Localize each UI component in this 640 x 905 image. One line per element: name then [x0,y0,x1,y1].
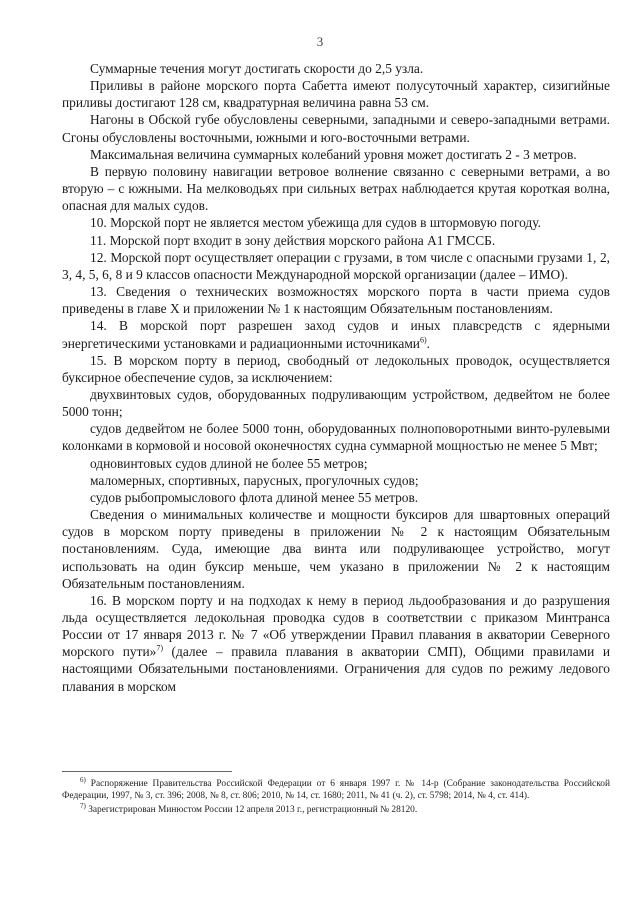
footnote-reference: 7) [156,643,163,653]
paragraph-text-continued: (далее – правила плавания в акватории СМП), Общими правилами и настоящими Обязательными постановлениями. Ограничения для судов по режиму ледового плавания в морском [62,644,611,694]
paragraph: 13. Сведения о технических возможностях морского порта в части приема судов приведены в главе X и приложении № 1 к настоящим Обязательным постановлениям. [62,284,610,317]
paragraph: 12. Морской порт осуществляет операции с грузами, в том числе с опасными грузами 1, 2, 3, 4, 5, 6, 8 и 9 классов опасности Международной морской организации (далее – ИМО). [62,249,610,282]
footnote-reference: 6) [419,335,427,345]
paragraph: Максимальная величина суммарных колебаний уровня может достигать 2 - 3 метров. [90,146,577,162]
paragraph-with-footnote: 14. В морской порт разрешен заход судов и иных плавсредств с ядерными энергетическими установками и радиационными источниками$^{6)}$. [62,318,610,351]
paragraph-with-footnote [62,592,610,695]
footnote [62,801,610,816]
paragraph: Нагоны в Обской губе обусловлены северными, западными и северо-западными ветрами. Сгоны обусловлены восточными, южными и юго-восточными ветрами. [62,112,610,145]
paragraph: В первую половину навигации ветровое волнение связанно с северными ветрами, а во вторую – с южными. На мелководьях при сильных ветрах наблюдается крутая короткая волна, опасная для малых судов. [62,163,610,214]
page-number: 3 [316,34,324,49]
footnote-mark: 6) [80,775,86,784]
footnote-mark: 7) [80,801,86,810]
paragraph-text: 14. В морской порт разрешен заход судов и иных плавсредств с ядерными энергетическими установками и радиационными источниками [62,318,610,351]
list-item: судов дедвейтом не более 5000 тонн, оборудованных полноповоротными винто-рулевыми колонками в кормовой и носовой оконечностях судна суммарной мощностью не менее 5 Мвт; [62,421,610,454]
list-item: одновинтовых судов длиной не более 55 метров; [90,455,368,471]
footnote-text: Зарегистрирован Минюстом России 12 апреля 2013 г., регистрационный № 28120. [88,804,418,815]
paragraph: Сведения о минимальных количестве и мощности буксиров для швартовных операций судов в морском порту приведены в приложении № 2 к настоящим Обязательным постановлениям. Суда, имеющие два винта или подруливающее устройство, могут использовать на один буксир меньше, чем указано в приложении № 2 к настоящим Обязательным постановлениям. [62,507,610,591]
paragraph: 11. Морской порт входит в зону действия морского района А1 ГМССБ. [90,232,496,248]
paragraph-text: 16. В морском порту и на подходах к нему в период льдообразования и до разрушения льда осуществляется ледокольная проводка судов в соответствии с приказом Минтранса России от 17 января 2013 г. № 7 «Об утверждении Правил плавания в акватории Северного морского пути» [62,592,610,660]
paragraph: 15. В морском порту в период, свободный от ледокольных проводок, осуществляется буксирное обеспечение судов, за исключением: [62,352,610,385]
list-item: судов рыбопромыслового флота длиной менее 55 метров. [90,489,419,505]
footnote-divider [62,771,232,772]
paragraph: Суммарные течения могут достигать скорости до 2,5 узла. [90,61,424,76]
footnote [62,775,611,803]
footnote-text: Распоряжение Правительства Российской Федерации от 6 января 1997 г. № 14-р (Собрание законодательства Российской Федерации, 1997, № 3, ст. 396; 2008, № 8, ст. 806; 2010, № 14, ст. 1680; 2011, № 41 (ч. 2), ст. 5798; 2014, № 4, ст. 414). [62,779,611,802]
paragraph: Приливы в районе морского порта Сабетта имеют полусуточный характер, сизигийные приливы достигают 128 см, квадратурная величина равна 53 см. [62,78,610,111]
document-body [62,60,610,695]
paragraph: 10. Морской порт не является местом убежища для судов в штормовую погоду. [90,215,541,231]
list-item: двухвинтовых судов, оборудованных подруливающим устройством, дедвейтом не более 5000 тонн; [62,386,610,420]
footnotes [62,775,611,817]
list-item: маломерных, спортивных, парусных, прогулочных судов; [90,472,419,488]
